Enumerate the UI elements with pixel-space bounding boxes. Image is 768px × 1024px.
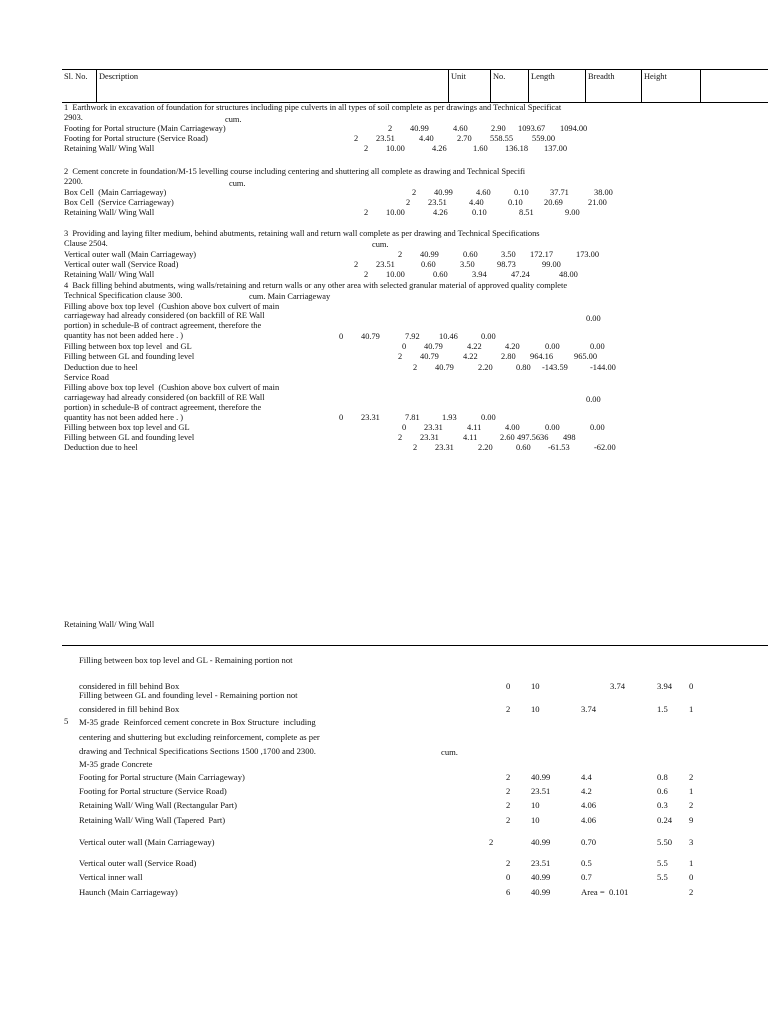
service-road-title: Service Road bbox=[64, 373, 109, 382]
retaining-wall-label: Retaining Wall/ Wing Wall bbox=[64, 620, 155, 629]
service-cushion-total: 0.00 bbox=[586, 395, 601, 404]
section-5-sub: M-35 grade Concrete bbox=[79, 759, 153, 769]
table-row: Filling between box top level and GL 0 40.79 4.22 4.20 0.00 0.00 bbox=[64, 342, 605, 351]
table-row: Deduction due to heel 2 40.79 2.20 0.80 -143.59 -144.00 bbox=[64, 363, 616, 372]
section-2-title: 2 Cement concrete in foundation/M-15 levelling course including centering and shuttering all complete as drawing and Technical Specifi bbox=[64, 167, 526, 176]
table-row: Footing for Portal structure (Main Carriageway) 2 40.99 4.60 2.90 1093.67 1094.00 bbox=[64, 124, 588, 133]
table-row: Filling between GL and founding level 2 23.31 4.11 2.60 497.5636 498 bbox=[64, 433, 576, 442]
section-2-unit: cum. bbox=[229, 179, 246, 188]
table-row: Vertical outer wall (Main Carriageway) 2 40.99 0.60 3.50 172.17 173.00 bbox=[64, 250, 600, 259]
table-row: Filling between GL and founding level 2 40.79 4.22 2.80 964.16 965.00 bbox=[64, 352, 598, 361]
section-5-line-1: M-35 grade Reinforced cement concrete in Box Structure including bbox=[79, 717, 316, 727]
table-row: Retaining Wall/ Wing Wall 2 10.00 4.26 0.10 8.51 9.00 bbox=[64, 208, 580, 217]
header-breadth: Breadth bbox=[588, 72, 615, 81]
section-1-title: 1 Earthwork in excavation of foundation for structures including pipe culverts in all types of soil complete as per drawings and Technical Specificat bbox=[64, 103, 562, 112]
section-1-unit: cum. bbox=[225, 115, 242, 124]
section-1-clause: 2903. bbox=[64, 113, 83, 122]
table-row: quantity has not been added here . ) 0 23.31 7.81 1.93 0.00 bbox=[64, 413, 496, 422]
header-description: Description bbox=[99, 72, 139, 81]
table-row: Retaining Wall/ Wing Wall (Rectangular Part) 2 10 4.06 0.3 2 bbox=[79, 800, 694, 810]
table-row: Footing for Portal structure (Service Road) 2 23.51 4.40 2.70 558.55 559.00 bbox=[64, 134, 556, 143]
section-3-unit: cum. bbox=[372, 240, 389, 249]
table-row: Box Cell (Main Carriageway) 2 40.99 4.60 0.10 37.71 38.00 bbox=[64, 188, 613, 197]
header-sl-no: Sl. No. bbox=[64, 72, 88, 81]
table-row: Deduction due to heel 2 23.31 2.20 0.60 -61.53 -62.00 bbox=[64, 443, 616, 452]
table-row: Haunch (Main Carriageway) 6 40.99 Area = 0.101 2 bbox=[79, 887, 694, 897]
table-row: Vertical outer wall (Service Road) 2 23.51 0.5 5.5 1 bbox=[79, 858, 694, 868]
main-cushion-total: 0.00 bbox=[586, 314, 601, 323]
header-height: Height bbox=[644, 72, 667, 81]
table-row: Retaining Wall/ Wing Wall 2 10.00 4.26 1.60 136.18 137.00 bbox=[64, 144, 568, 153]
table-row: Vertical outer wall (Service Road) 2 23.51 0.60 3.50 98.73 99.00 bbox=[64, 260, 561, 269]
table-row: Vertical inner wall 0 40.99 0.7 5.5 0 bbox=[79, 872, 694, 882]
section-5-unit: cum. bbox=[441, 747, 458, 757]
table-row: Footing for Portal structure (Service Road) 2 23.51 4.2 0.6 1 bbox=[79, 786, 694, 796]
section-5-number: 5 bbox=[64, 716, 69, 726]
spreadsheet-page: Sl. No. Description Unit No. Length Breadth Height 1 Earthwork in excavation of foundation for structures including pipe culverts in all types of soil complete as per drawings and Technical Specificat 2903. cum. Footing for Portal structure (Main Carriageway) 2 40.99 4.60 2.90 1093.67 1094.00 Footing for Portal structure (Service Road) 2 23.51 4.40 2.70 558.55 559.00 Retaining Wall/ Wing Wall 2 10.00 4.26 1.60 136.18 137.00 2 Cement concrete in foundation/M-15 levelling course including centering and shuttering all complete as drawing and Technical Specifi 2200. cum. Box Cell (Main Carriageway) 2 40.99 4.60 0.10 37.71 38.00 Box Cell (Service Carriageway) 2 23.51 4.40 0.10 20.69 21.00 Retaining Wall/ Wing Wall 2 10.00 4.26 0.10 8.51 9.00 3 Providing and laying filter medium, behind abutments, retaining wall and return wall complete as per drawing and Technical Specifications Clause 2504. cum. Vertical outer wall (Main Carriageway) 2 40.99 0.60 3.50 172.17 173.00 Vertical outer wall (Service Road) 2 23.51 0.60 3.50 98.73 99.00 Retaining Wall/ Wing Wall 2 10.00 0.60 3.94 47.24 48.00 4 Back filling behind abutments, wing walls/retaining and return walls or any other area with selected granular material of approved quality complete Technical Specification clause 300. cum. Main Carriageway Filling above box top level (Cushion above box culvert of main carriageway had already considered (on backfill of RE Wall 0.00 portion) in schedule-B of contract agreement, therefore the quantity has not been added here . ) 0 40.79 7.92 10.46 0.00 Filling between box top level and GL 0 40.79 4.22 4.20 0.00 0.00 Filling between GL and founding level 2 40.79 4.22 2.80 964.16 965.00 Deduction due to heel 2 40.79 2.20 0.80 -143.59 -144.00 Service Road Filling above box top level (Cushion above box culvert of main carriageway had already considered (on backfill of RE Wall 0.00 portion) in schedule-B of contract agreement, therefore the quantity has not been added here . ) 0 23.31 7.81 1.93 0.00 Filling between box top level and GL 0 23.31 4.11 4.00 0.00 0.00 Filling between GL and founding level 2 23.31 4.11 2.60 497.5636 498 Deduction due to heel 2 23.31 2.20 0.60 -61.53 -62.00 Retaining Wall/ Wing Wall Filling between box top level and GL - Remaining portion not considered in fill behind Box 0 10 3.74 3.94 0 Filling between GL and founding level - Remaining portion not considered in fill behind Box 2 10 3.74 1.5 1 5 M-35 grade Reinforced cement concrete in Box Structure including centering and shuttering but excluding reinforcement, complete as per drawing and Technical Specifications Sections 1500 ,1700 and 2300. cum. M-35 grade Concrete Footing for Portal structure (Main Carriageway) 2 40.99 4.4 0.8 2 Footing for Portal structure (Service Road) 2 23.51 4.2 0.6 1 Retaining Wall/ Wing Wall (Rectangular Part) 2 10 4.06 0.3 2 Retaining Wall/ Wing Wall (Tapered Part) 2 10 4.06 0.24 9 Vertical outer wall (Main Carriageway) 2 40.99 0.70 5.50 3 Vertical outer wall (Service Road) 2 23.51 0.5 5.5 1 Vertical inner wall 0 40.99 0.7 5.5 0 Haunch (Main Carriageway) 6 40.99 Area = 0.101 2 bbox=[0, 0, 768, 1024]
section-4-unit: cum. Main Carriageway bbox=[249, 292, 331, 301]
section-2-clause: 2200. bbox=[64, 177, 83, 186]
table-row: considered in fill behind Box 2 10 3.74 1.5 1 bbox=[79, 704, 694, 714]
header-unit: Unit bbox=[451, 72, 466, 81]
section-5-line-2: centering and shuttering but excluding reinforcement, complete as per bbox=[79, 732, 320, 742]
table-row: considered in fill behind Box 0 10 3.74 3.94 0 bbox=[79, 681, 694, 691]
table-row: Box Cell (Service Carriageway) 2 23.51 4.40 0.10 20.69 21.00 bbox=[64, 198, 607, 207]
section-4-title: 4 Back filling behind abutments, wing walls/retaining and return walls or any other area with selected granular material of approved quality complete bbox=[64, 281, 568, 290]
table-row: Filling between box top level and GL 0 23.31 4.11 4.00 0.00 0.00 bbox=[64, 423, 605, 432]
section-3-clause: Clause 2504. bbox=[64, 239, 108, 248]
section-5-line-3: drawing and Technical Specifications Sections 1500 ,1700 and 2300. bbox=[79, 746, 316, 756]
table-row: Retaining Wall/ Wing Wall 2 10.00 0.60 3.94 47.24 48.00 bbox=[64, 270, 578, 279]
section-divider bbox=[62, 645, 768, 646]
table-row: Vertical outer wall (Main Carriageway) 2 40.99 0.70 5.50 3 bbox=[79, 837, 694, 847]
header-no: No. bbox=[493, 72, 506, 81]
section-4-clause: Technical Specification clause 300. bbox=[64, 291, 183, 300]
section-3-title: 3 Providing and laying filter medium, behind abutments, retaining wall and return wall complete as per drawing and Technical Specifications bbox=[64, 229, 540, 238]
table-row: Footing for Portal structure (Main Carriageway) 2 40.99 4.4 0.8 2 bbox=[79, 772, 694, 782]
table-row: Retaining Wall/ Wing Wall (Tapered Part) 2 10 4.06 0.24 9 bbox=[79, 815, 694, 825]
table-header bbox=[62, 69, 768, 103]
table-row: quantity has not been added here . ) 0 40.79 7.92 10.46 0.00 bbox=[64, 331, 496, 341]
header-length: Length bbox=[531, 72, 555, 81]
